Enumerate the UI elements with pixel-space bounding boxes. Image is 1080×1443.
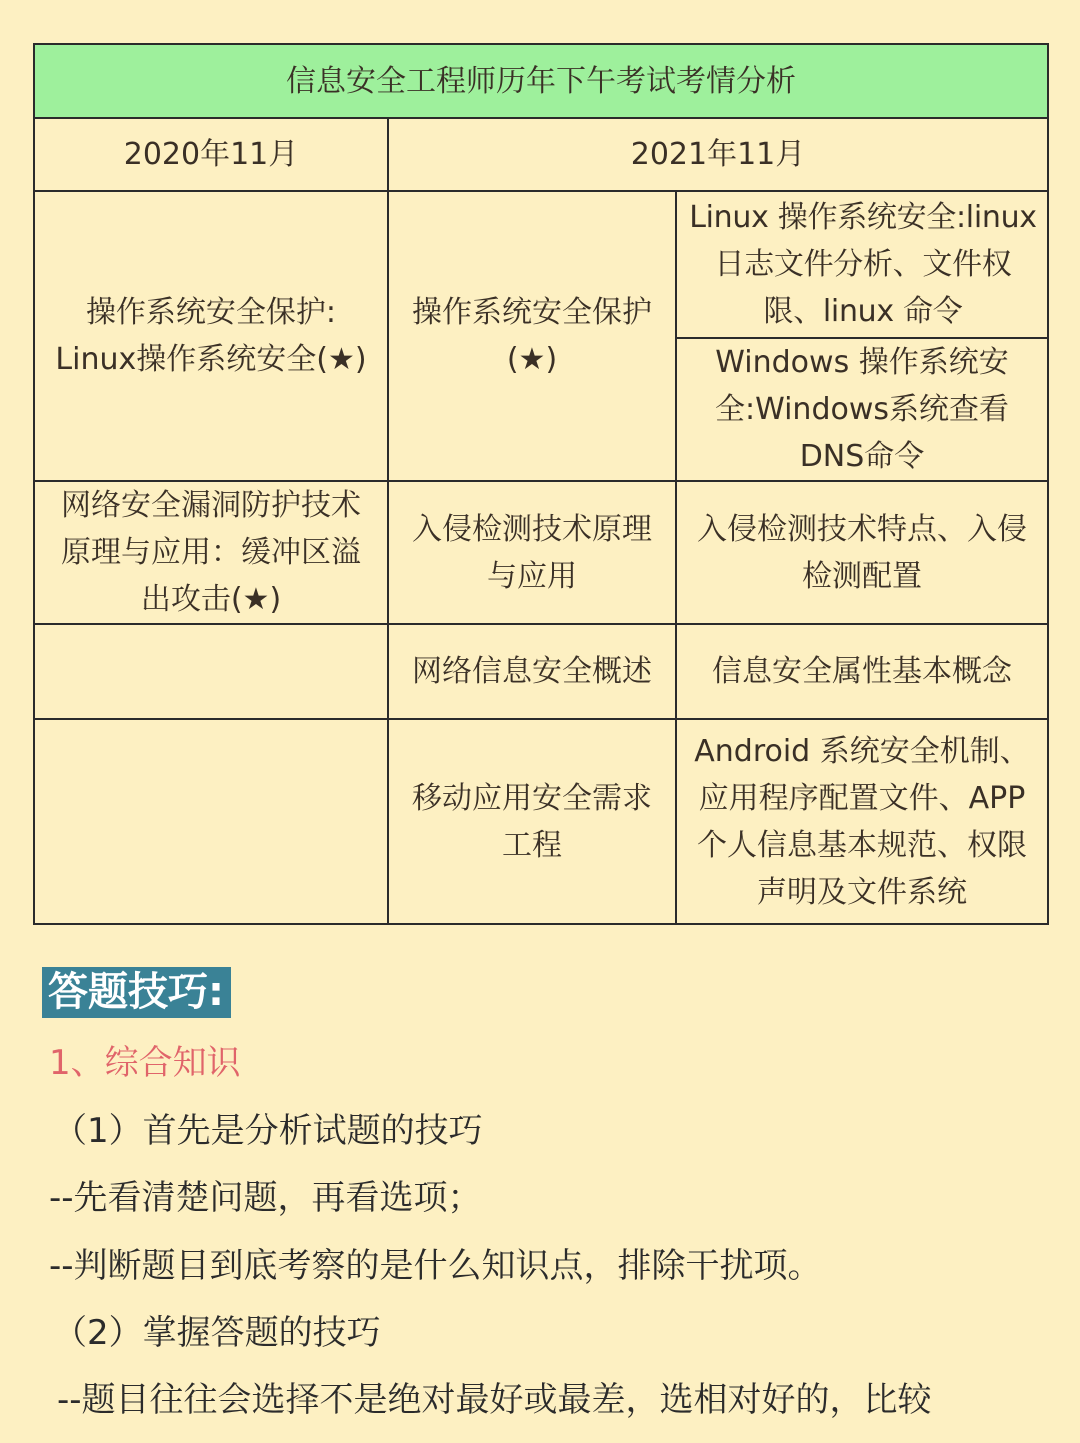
cell-text-line: 网络信息安全概述 — [412, 654, 652, 689]
tip-line: --判断题目到底考察的是什么知识点，排除干扰项。 — [49, 1246, 822, 1286]
tip-line: （1）首先是分析试题的技巧 — [53, 1111, 483, 1151]
cell-text-line: Linux 操作系统安全:linux — [689, 200, 1037, 235]
cell-text-line: DNS命令 — [799, 439, 925, 474]
table-title-row — [34, 44, 1048, 118]
table-header-row — [34, 118, 1048, 191]
cell-text-line: Windows 操作系统安 — [715, 345, 1009, 380]
cell-text-line: 检测配置 — [802, 558, 922, 594]
cell-text-line: 操作系统安全保护 — [412, 295, 652, 330]
cell-2020-empty — [34, 719, 388, 924]
header-2021: 2021年11月 — [388, 118, 1048, 191]
cell-text-line: Linux操作系统安全(★) — [55, 342, 367, 377]
cell-2020-vuln-protection — [34, 481, 388, 624]
cell-2021-intrusion-topic — [388, 481, 676, 624]
cell-2021-overview-detail — [676, 624, 1048, 719]
cell-2021-mobile-detail — [676, 719, 1048, 924]
cell-text-line: Android 系统安全机制、 — [694, 733, 1030, 769]
cell-2021-os-security-topic — [388, 191, 676, 481]
cell-text-line: 信息安全属性基本概念 — [712, 654, 1012, 689]
cell-text-line: 与应用 — [487, 558, 577, 594]
table-row — [34, 191, 1048, 338]
cell-text-line: 出攻击(★) — [140, 582, 282, 617]
cell-text-line: 入侵检测技术原理 — [412, 511, 652, 547]
section-heading: 1、综合知识 — [49, 1043, 241, 1083]
table-row — [34, 624, 1048, 719]
cell-2021-overview-topic — [388, 624, 676, 719]
cell-text-line: 个人信息基本规范、权限 — [697, 827, 1027, 863]
tip-line: （2）掌握答题的技巧 — [53, 1313, 381, 1353]
cell-text-line: 网络安全漏洞防护技术 — [61, 488, 361, 523]
cell-text-line: 声明及文件系统 — [757, 874, 967, 910]
cell-text-line: 工程 — [502, 827, 562, 863]
cell-2021-linux-detail — [676, 191, 1048, 338]
cell-2021-intrusion-detail — [676, 481, 1048, 624]
table-row — [34, 481, 1048, 624]
cell-text-line: 原理与应用：缓冲区溢 — [61, 535, 361, 570]
cell-2021-mobile-topic — [388, 719, 676, 924]
cell-text-line: 操作系统安全保护: — [85, 295, 337, 330]
table-row — [34, 719, 1048, 924]
tip-line: --题目往往会选择不是绝对最好或最差，选相对好的，比较 — [57, 1380, 932, 1420]
cell-text-line: 日志文件分析、文件权 — [714, 247, 1012, 282]
tip-line: --先看清楚问题，再看选项； — [49, 1178, 482, 1218]
cell-2020-os-security — [34, 191, 388, 481]
exam-analysis-table — [33, 43, 1049, 925]
cell-text-line: (★) — [506, 342, 558, 377]
table-title: 信息安全工程师历年下午考试考情分析 — [34, 44, 1048, 118]
cell-text-line: 应用程序配置文件、APP — [698, 780, 1026, 816]
tips-badge: 答题技巧: — [42, 967, 231, 1018]
cell-text-line: 入侵检测技术特点、入侵 — [697, 511, 1027, 547]
cell-text-line: 限、linux 命令 — [763, 294, 963, 329]
cell-text-line: 全:Windows系统查看 — [714, 392, 1010, 427]
cell-2021-windows-detail — [676, 338, 1048, 481]
header-2020: 2020年11月 — [34, 118, 388, 191]
cell-text-line: 移动应用安全需求 — [412, 780, 652, 816]
cell-2020-empty — [34, 624, 388, 719]
